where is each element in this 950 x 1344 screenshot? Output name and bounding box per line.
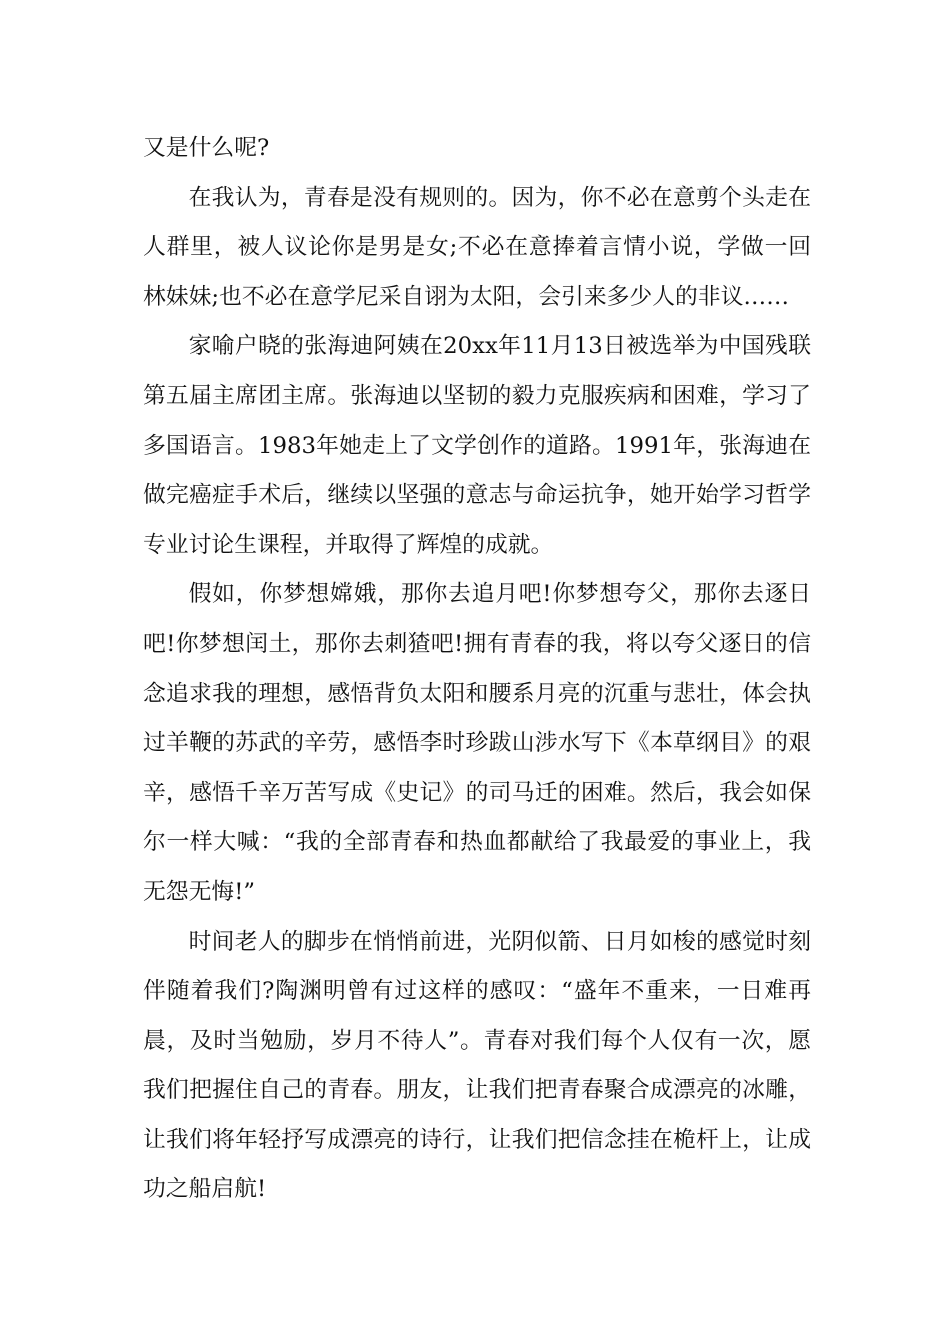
paragraph-continuation: 又是什么呢? — [143, 135, 270, 161]
paragraph-time: 时间老人的脚步在悄悄前进，光阴似箭、日月如梭的感觉时刻伴随着我们?陶渊明曾有过这样的感叹：“盛年不重来，一日难再晨，及时当勉励，岁月不待人”。青春对我们每个人仅有一次，愿我们把握住自己的青春。朋友，让我们把青春聚合成漂亮的冰雕，让我们将年轻抒写成漂亮的诗行，让我们把信念挂在桅杆上，让成功之船启航! — [143, 928, 811, 1203]
paragraph-youth-no-rules: 在我认为，青春是没有规则的。因为，你不必在意剪个头走在人群里，被人议论你是男是女;不必在意捧着言情小说，学做一回林妹妹;也不必在意学尼采自诩为太阳，会引来多少人的非议…… — [143, 184, 811, 310]
paragraph-zhang-haidi: 家喻户晓的张海迪阿姨在20xx年11月13日被选举为中国残联第五届主席团主席。张海迪以坚韧的毅力克服疾病和困难，学习了多国语言。1983年她走上了文学创作的道路。1991年，张海迪在做完癌症手术后，继续以坚强的意志与命运抗争，她开始学习哲学专业讨论生课程，并取得了辉煌的成就。 — [143, 333, 811, 558]
document-body — [143, 124, 811, 1215]
paragraph-dreams: 假如，你梦想嫦娥，那你去追月吧!你梦想夸父，那你去逐日吧!你梦想闰土，那你去刺猹吧!拥有青春的我，将以夸父逐日的信念追求我的理想，感悟背负太阳和腰系月亮的沉重与悲壮，体会执过羊鞭的苏武的辛劳，感悟李时珍跋山涉水写下《本草纲目》的艰辛，感悟千辛万苦写成《史记》的司马迁的困难。然后，我会如保尔一样大喊：“我的全部青春和热血都献给了我最爱的事业上，我无怨无悔!” — [143, 581, 811, 905]
